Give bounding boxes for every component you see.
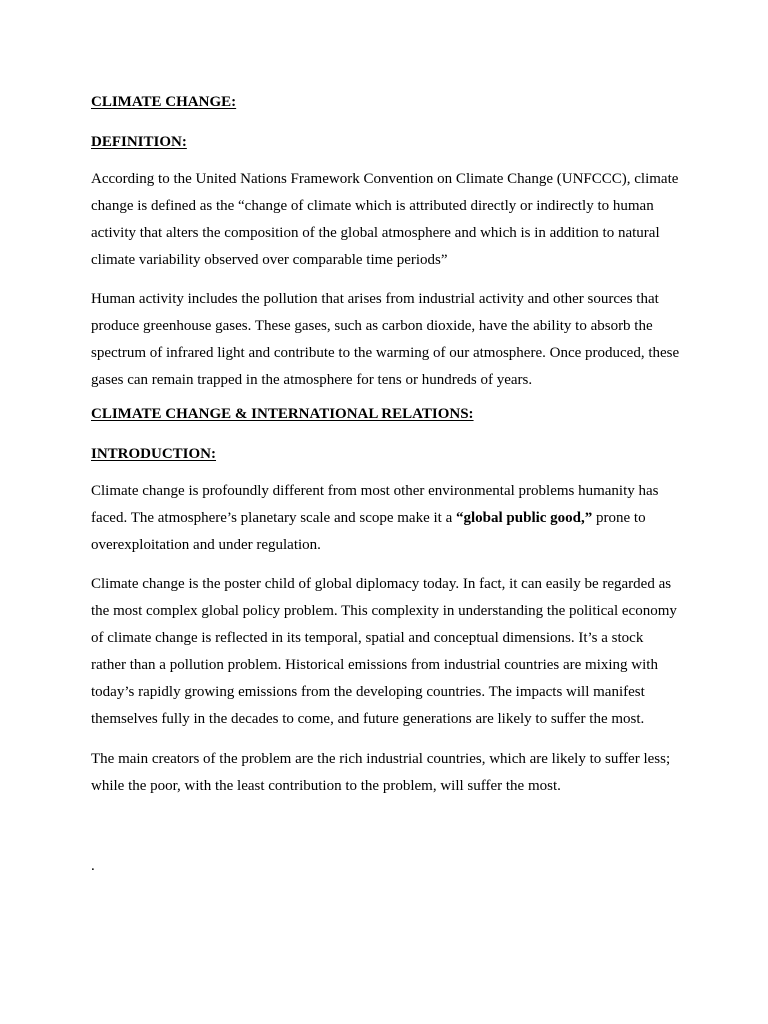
- intro-text-end: prone to overexploitation and under regulation.: [91, 510, 646, 553]
- paragraph-introduction: [91, 478, 681, 559]
- intro-text-start: Climate change is profoundly different from most other environmental problems humanity has faced. The atmosphere’s planetary scale and scope make it a: [91, 483, 659, 526]
- trailing-period: .: [91, 858, 95, 874]
- paragraph-poster-child: Climate change is the poster child of global diplomacy today. In fact, it can easily be regarded as the most complex global policy problem. This complexity in understanding the political economy of climate change is reflected in its temporal, spatial and conceptual dimensions. It’s a stock rather than a pollution problem. Historical emissions from industrial countries are mixing with today’s rapidly growing emissions from the developing countries. The impacts will manifest themselves fully in the decades to come, and future generations are likely to suffer the most.: [91, 576, 677, 727]
- paragraph-main-creators: The main creators of the problem are the rich industrial countries, which are likely to suffer less; while the poor, with the least contribution to the problem, will suffer the most.: [91, 751, 671, 794]
- heading-international-relations: CLIMATE CHANGE & INTERNATIONAL RELATIONS:: [91, 406, 474, 422]
- paragraph-definition: According to the United Nations Framework Convention on Climate Change (UNFCCC), climate change is defined as the “change of climate which is attributed directly or indirectly to human activity that alters the composition of the global atmosphere and which is in addition to natural climate variability observed over comparable time periods”: [91, 171, 679, 268]
- paragraph-human-activity: Human activity includes the pollution that arises from industrial activity and other sources that produce greenhouse gases. These gases, such as carbon dioxide, have the ability to absorb the spectrum of infrared light and contribute to the warming of our atmosphere. Once produced, these gases can remain trapped in the atmosphere for tens or hundreds of years.: [91, 291, 680, 388]
- heading-definition: DEFINITION:: [91, 134, 187, 150]
- document-body: [91, 91, 681, 877]
- heading-climate-change: CLIMATE CHANGE:: [91, 94, 237, 110]
- heading-introduction: INTRODUCTION:: [91, 446, 217, 462]
- intro-bold-phrase: “global public good,”: [455, 510, 593, 526]
